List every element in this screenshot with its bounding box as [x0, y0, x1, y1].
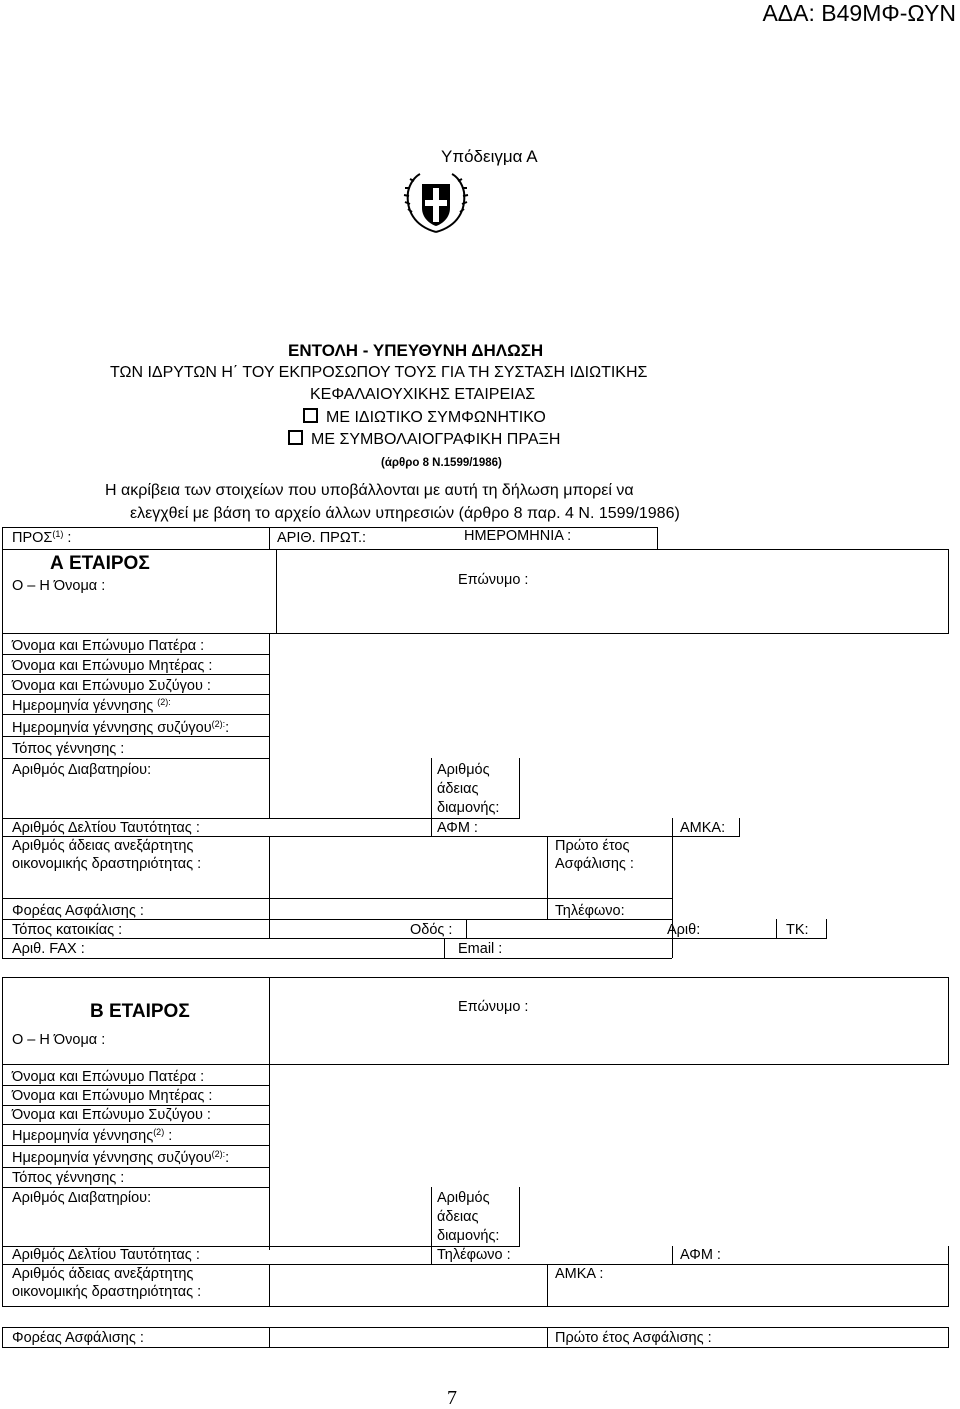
partner-a-postcode-label: ΤΚ: [786, 922, 809, 938]
partner-b-name-label: Ο – Η Όνομα : [12, 1032, 106, 1048]
partner-b-birthplace-label: Τόπος γέννησης : [12, 1170, 125, 1186]
accuracy-note-2: ελεγχθεί με βάση το αρχείο άλλων υπηρεσιών (άρθρο 8 παρ. 4 Ν. 1599/1986) [130, 505, 680, 522]
protocol-number-label: ΑΡΙΘ. ΠΡΩΤ.: [277, 530, 367, 546]
partner-b-residence-permit-label: Αριθμός άδειας διαμονής: [437, 1190, 500, 1244]
partner-b-spouse-label: Όνομα και Επώνυμο Συζύγου : [12, 1107, 211, 1123]
accuracy-note-1: Η ακρίβεια των στοιχείων που υποβάλλονται με αυτή τη δήλωση μπορεί να [105, 482, 634, 499]
partner-a-father-label: Όνομα και Επώνυμο Πατέρα : [12, 638, 205, 654]
partner-b-birth-date-label: Ημερομηνία γέννησης$^{(2)}$ : [12, 1127, 173, 1144]
partner-a-residence-permit-label: Αριθμός άδειας διαμονής: [437, 762, 500, 816]
main-title: ΕΝΤΟΛΗ - ΥΠΕΥΘΥΝΗ ΔΗΛΩΣΗ [288, 341, 544, 360]
partner-a-spouse-label: Όνομα και Επώνυμο Συζύγου : [12, 678, 211, 694]
partner-b-passport-label: Αριθμός Διαβατηρίου: [12, 1190, 152, 1206]
partner-a-passport-label: Αριθμός Διαβατηρίου: [12, 762, 152, 778]
title-line-3: ΚΕΦΑΛΑΙΟΥΧΙΚΗΣ ΕΤΑΙΡΕΙΑΣ [310, 386, 536, 403]
checkbox-icon[interactable] [303, 408, 318, 423]
sample-title: Υπόδειγμα Α [441, 147, 538, 166]
partner-a-fax-label: Αριθ. FAX : [12, 941, 85, 957]
partner-b-surname-label: Επώνυμο : [458, 999, 529, 1015]
partner-a-license-label: Αριθμός άδειας ανεξάρτητης οικονομικής δραστηριότητας : [12, 838, 202, 872]
partner-a-spouse-birth-label: Ημερομηνία γέννησης συζύγου$^{(2):}$: [12, 719, 230, 736]
option-notarial-act[interactable] [288, 430, 560, 450]
option-notarial-act-label: ΜΕ ΣΥΜΒΟΛΑΙΟΓΡΑΦΙΚΗ ΠΡΑΞΗ [311, 431, 561, 448]
partner-b-father-label: Όνομα και Επώνυμο Πατέρα : [12, 1069, 205, 1085]
partner-a-first-insurance-label: Πρώτο έτος Ασφάλισης : [555, 838, 634, 872]
partner-b-amka-label: ΑΜΚΑ : [555, 1266, 604, 1282]
partner-a-email-label: Email : [458, 941, 503, 957]
option-private-agreement-label: ΜΕ ΙΔΙΩΤΙΚΟ ΣΥΜΦΩΝΗΤΙΚΟ [326, 409, 546, 426]
option-private-agreement[interactable] [303, 408, 546, 428]
partner-a-surname-label: Επώνυμο : [458, 572, 529, 588]
partner-b-heading: Β ΕΤΑΙΡΟΣ [90, 1001, 190, 1022]
partner-a-mother-label: Όνομα και Επώνυμο Μητέρας : [12, 658, 213, 674]
partner-a-amka-label: ΑΜΚΑ: [680, 820, 726, 836]
partner-b-id-card-label: Αριθμός Δελτίου Ταυτότητας : [12, 1247, 200, 1263]
title-line-2: ΤΩΝ ΙΔΡΥΤΩΝ Η΄ ΤΟΥ ΕΚΠΡΟΣΩΠΟΥ ΤΟΥΣ ΓΙΑ ΤΗ ΣΥΣΤΑΣΗ ΙΔΙΩΤΙΚΗΣ [110, 364, 648, 381]
partner-a-residence-place-label: Τόπος κατοικίας : [12, 922, 123, 938]
date-label: ΗΜΕΡΟΜΗΝΙΑ : [464, 528, 572, 544]
partner-a-afm-label: ΑΦΜ : [437, 820, 478, 836]
to-field-label: ΠΡΟΣ$^{(1)}$ : [12, 529, 72, 546]
partner-a-street-label: Οδός : [410, 922, 453, 938]
partner-a-phone-label: Τηλέφωνο: [555, 903, 625, 919]
partner-b-insurer-label: Φορέας Ασφάλισης : [12, 1330, 144, 1346]
partner-b-phone-label: Τηλέφωνο : [437, 1247, 511, 1263]
partner-a-id-card-label: Αριθμός Δελτίου Ταυτότητας : [12, 820, 200, 836]
partner-b-afm-label: ΑΦΜ : [680, 1247, 721, 1263]
partner-b-license-label: Αριθμός άδειας ανεξάρτητης οικονομικής δραστηριότητας : [12, 1266, 202, 1300]
ada-code: ΑΔΑ: Β49ΜΦ-ΩΥΝ [762, 0, 956, 26]
partner-a-insurer-label: Φορέας Ασφάλισης : [12, 903, 144, 919]
partner-b-spouse-birth-label: Ημερομηνία γέννησης συζύγου$^{(2):}$: [12, 1149, 230, 1166]
page-number: 7 [447, 1387, 457, 1409]
partner-b-mother-label: Όνομα και Επώνυμο Μητέρας : [12, 1088, 213, 1104]
partner-a-number-label: Αριθ: [667, 922, 701, 938]
partner-a-birthplace-label: Τόπος γέννησης : [12, 741, 125, 757]
coat-of-arms-icon [400, 166, 472, 238]
checkbox-icon[interactable] [288, 430, 303, 445]
law-reference: (άρθρο 8 Ν.1599/1986) [381, 457, 502, 469]
partner-b-first-insurance-label: Πρώτο έτος Ασφάλισης : [555, 1330, 712, 1346]
partner-a-birth-date-label: Ημερομηνία γέννησης $^{(2):}$ [12, 697, 171, 714]
partner-a-heading: Α ΕΤΑΙΡΟΣ [50, 553, 150, 574]
partner-a-name-label: Ο – Η Όνομα : [12, 578, 106, 594]
